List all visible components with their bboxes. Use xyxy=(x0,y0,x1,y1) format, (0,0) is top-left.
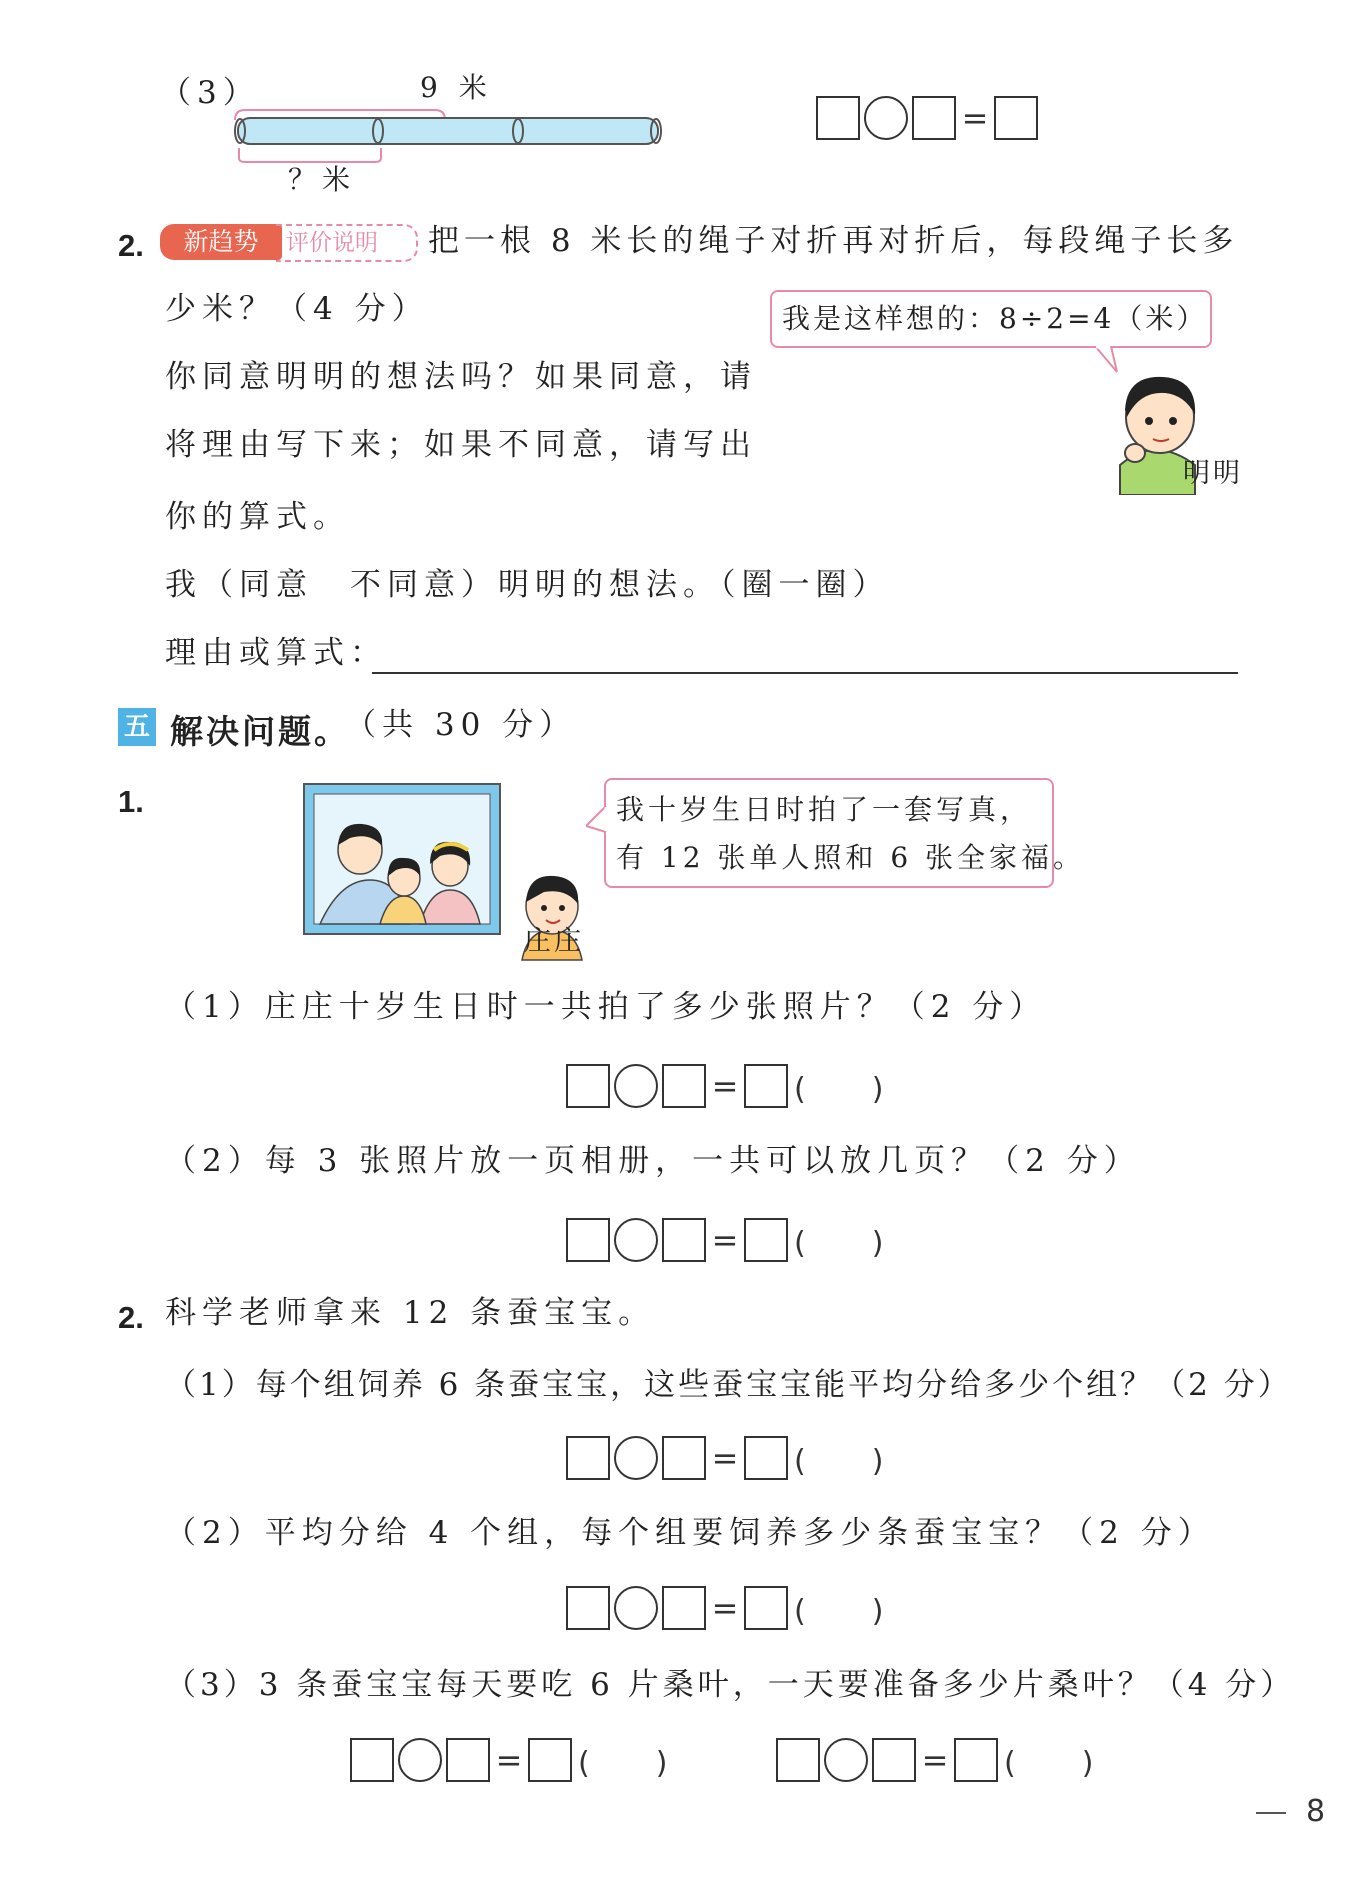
equation-p2-q1 xyxy=(566,1436,885,1480)
rod-segment-brace xyxy=(239,148,381,162)
answer-box[interactable] xyxy=(528,1738,572,1782)
rod-segment-label: ？米 xyxy=(288,163,357,196)
equation-p1-q1 xyxy=(566,1064,885,1108)
zhuangzhuang-name: 庄庄 xyxy=(524,926,584,957)
equation-p2-q2 xyxy=(566,1586,885,1630)
operator-circle[interactable] xyxy=(824,1738,868,1782)
answer-box[interactable] xyxy=(744,1064,788,1108)
answer-box[interactable] xyxy=(776,1738,820,1782)
section-score: （共 30 分） xyxy=(345,707,577,743)
answer-box[interactable] xyxy=(816,96,860,140)
unit-blank[interactable]: ( ) xyxy=(794,1072,886,1107)
answer-box[interactable] xyxy=(350,1738,394,1782)
part-3-label: （3） xyxy=(160,75,260,111)
operator-circle[interactable] xyxy=(398,1738,442,1782)
answer-box[interactable] xyxy=(994,96,1038,140)
rod-total-label: 9 米 xyxy=(420,71,493,104)
bubble-text: 有 12 张单人照和 6 张全家福。 xyxy=(616,841,1086,874)
question-text: 少米？（4 分） xyxy=(165,291,429,327)
question-text: 将理由写下来；如果不同意，请写出 xyxy=(165,427,757,463)
page-number: 8 xyxy=(1306,1794,1326,1829)
new-trend-badge-label: 新趋势 xyxy=(183,227,259,256)
circle-choice-text[interactable]: 我（同意 不同意）明明的想法。（圈一圈） xyxy=(165,567,890,603)
answer-box[interactable] xyxy=(446,1738,490,1782)
answer-box[interactable] xyxy=(872,1738,916,1782)
answer-box[interactable] xyxy=(662,1586,706,1630)
operator-circle[interactable] xyxy=(614,1436,658,1480)
operator-circle[interactable] xyxy=(614,1218,658,1262)
answer-box[interactable] xyxy=(566,1218,610,1262)
mingming-name: 明明 xyxy=(1183,458,1243,489)
unit-blank[interactable]: ( ) xyxy=(1004,1746,1096,1781)
new-trend-badge xyxy=(160,224,282,260)
section-title: 解决问题。 xyxy=(170,712,350,751)
answer-box[interactable] xyxy=(744,1586,788,1630)
equals-sign: = xyxy=(711,1067,739,1105)
operator-circle[interactable] xyxy=(614,1586,658,1630)
answer-line[interactable] xyxy=(372,672,1238,674)
page-number-dash xyxy=(1256,1812,1286,1814)
equals-sign: = xyxy=(711,1439,739,1477)
unit-blank[interactable]: ( ) xyxy=(578,1746,670,1781)
answer-box[interactable] xyxy=(566,1586,610,1630)
evaluation-badge xyxy=(276,224,418,262)
answer-box[interactable] xyxy=(744,1218,788,1262)
equation-p2-q3-b xyxy=(776,1738,1095,1782)
equation-p1-q2 xyxy=(566,1218,885,1262)
unit-blank[interactable]: ( ) xyxy=(794,1444,886,1479)
equals-sign: = xyxy=(921,1741,949,1779)
question-text: 你的算式。 xyxy=(165,499,350,535)
answer-box[interactable] xyxy=(566,1436,610,1480)
unit-blank[interactable]: ( ) xyxy=(794,1594,886,1629)
bubble-tail xyxy=(586,806,608,836)
answer-box[interactable] xyxy=(566,1064,610,1108)
speech-bubble xyxy=(770,290,1212,348)
answer-box[interactable] xyxy=(662,1064,706,1108)
answer-box[interactable] xyxy=(662,1218,706,1262)
bubble-text: 我十岁生日时拍了一套写真， xyxy=(616,793,1033,826)
speech-bubble xyxy=(604,778,1086,888)
evaluation-badge-label: 评价说明 xyxy=(286,230,378,256)
answer-box[interactable] xyxy=(954,1738,998,1782)
equals-sign: = xyxy=(961,99,989,137)
answer-box[interactable] xyxy=(744,1436,788,1480)
problem-number: 2. xyxy=(118,1300,144,1335)
answer-box[interactable] xyxy=(912,96,956,140)
unit-blank[interactable]: ( ) xyxy=(794,1226,886,1261)
question-text: 你同意明明的想法吗？如果同意，请 xyxy=(165,359,757,395)
bubble-text: 我是这样想的：8÷2=4（米） xyxy=(782,302,1208,335)
section-5-icon: 五 xyxy=(118,708,156,746)
equals-sign: = xyxy=(711,1221,739,1259)
equals-sign: = xyxy=(711,1589,739,1627)
reason-label: 理由或算式： xyxy=(165,635,387,671)
problem-intro: 科学老师拿来 12 条蚕宝宝。 xyxy=(165,1295,656,1331)
equals-sign: = xyxy=(495,1741,523,1779)
operator-circle[interactable] xyxy=(614,1064,658,1108)
sub-question: （3）3 条蚕宝宝每天要吃 6 片桑叶，一天要准备多少片桑叶？（4 分） xyxy=(165,1667,1296,1703)
operator-circle[interactable] xyxy=(864,96,908,140)
problem-number: 1. xyxy=(118,784,144,819)
question-text: 把一根 8 米长的绳子对折再对折后，每段绳子长多 xyxy=(428,223,1239,259)
answer-box[interactable] xyxy=(662,1436,706,1480)
equation-part3 xyxy=(816,96,1038,140)
sub-question: （1）庄庄十岁生日时一共拍了多少张照片？（2 分） xyxy=(165,989,1047,1025)
question-number: 2. xyxy=(118,228,144,263)
rod xyxy=(238,118,658,144)
sub-question: （2）平均分给 4 个组，每个组要饲养多少条蚕宝宝？（2 分） xyxy=(165,1515,1215,1551)
sub-question: （1）每个组饲养 6 条蚕宝宝，这些蚕宝宝能平均分给多少个组？（2 分） xyxy=(165,1367,1292,1403)
equation-p2-q3-a xyxy=(350,1738,669,1782)
sub-question: （2）每 3 张照片放一页相册，一共可以放几页？（2 分） xyxy=(165,1143,1141,1179)
